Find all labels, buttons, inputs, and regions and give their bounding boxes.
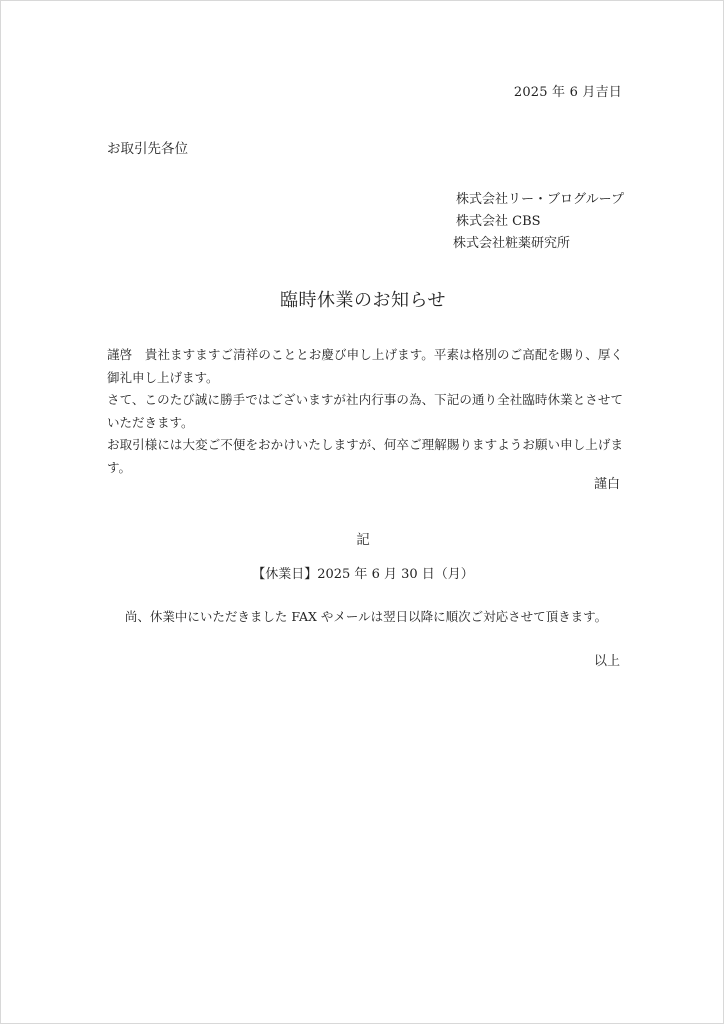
document-date: 2025 年 6 月吉日 <box>513 85 622 100</box>
body-paragraph: お取引様には大変ご不便をおかけいたしますが、何卒ご理解賜りますようお願い申し上げます。 <box>107 437 623 475</box>
body-paragraph: 謹啓 貴社ますますご清祥のこととお慶び申し上げます。平素は格別のご高配を賜り、厚く御礼申し上げます。 <box>107 347 623 385</box>
notice-note: 尚、休業中にいただきました FAX やメールは翌日以降に順次ご対応させて頂きます。 <box>124 609 608 624</box>
sender-block <box>453 189 624 255</box>
recipient-line: お取引先各位 <box>107 141 188 157</box>
sender-company: 株式会社リー・ブログループ <box>456 192 624 207</box>
sender-company: 株式会社粧薬研究所 <box>453 236 571 251</box>
end-mark: 以上 <box>593 654 620 669</box>
body-text <box>107 344 623 479</box>
body-paragraph: さて、このたび誠に勝手ではございますが社内行事の為、下記の通り全社臨時休業とさせていただきます。 <box>107 392 623 430</box>
document-title: 臨時休業のお知らせ <box>280 290 446 311</box>
ki-heading: 記 <box>356 532 370 548</box>
sender-company: 株式会社 CBS <box>456 214 541 229</box>
closing-word: 謹白 <box>593 477 620 492</box>
holiday-date: 【休業日】2025 年 6 月 30 日（月） <box>252 567 474 582</box>
